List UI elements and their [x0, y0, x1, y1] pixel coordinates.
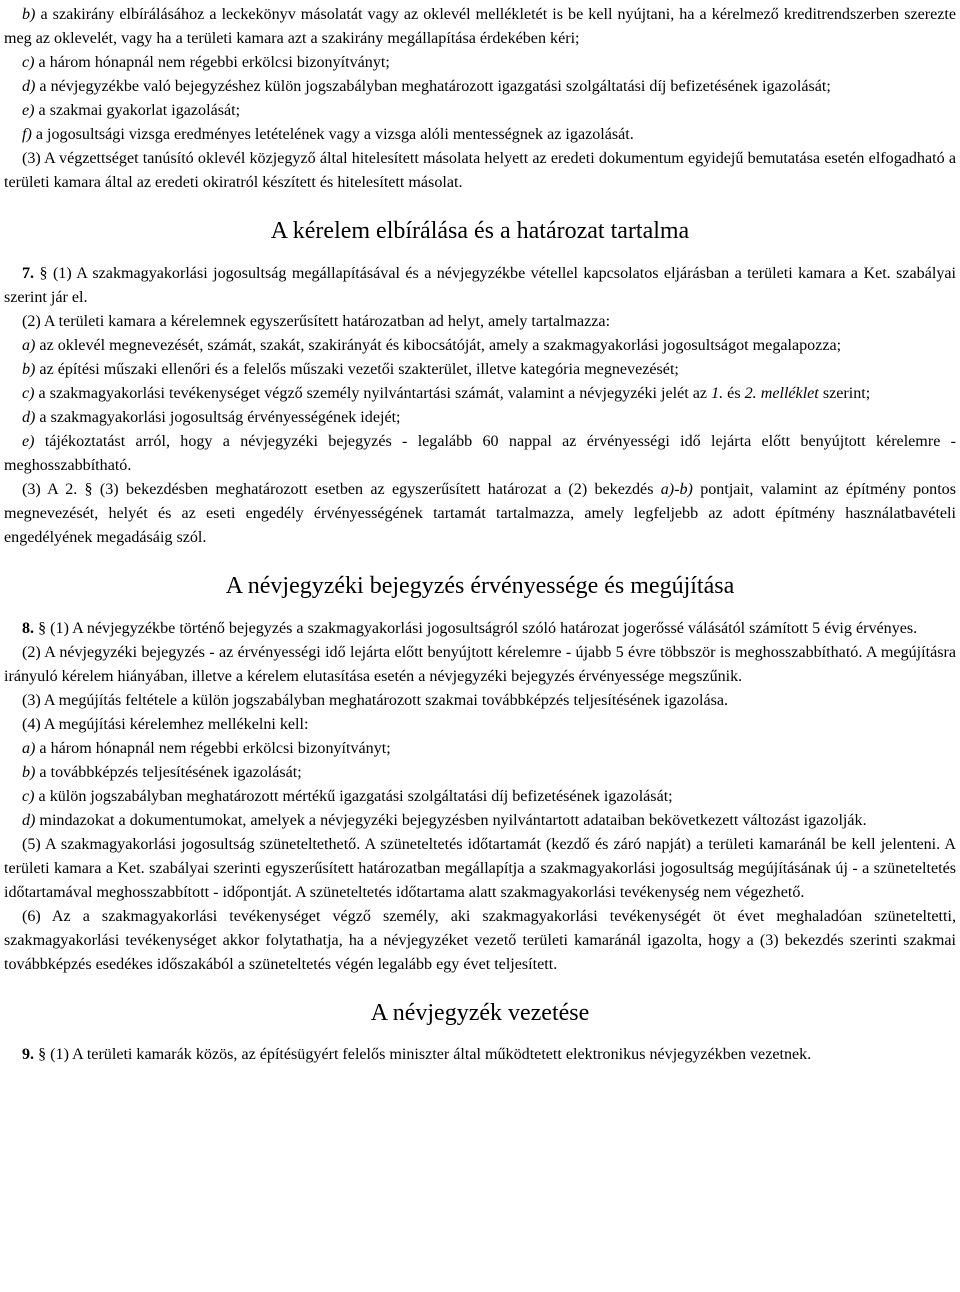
item-f-vizsga: f) a jogosultsági vizsga eredményes letételének vagy a vizsga alóli mentességnek az igazolását.	[22, 126, 634, 143]
item-c-dij: c) a külön jogszabályban meghatározott mértékű igazgatási szolgáltatási díj befizetésének igazolását;	[22, 788, 673, 805]
points-ab-reference[interactable]: a)-b)	[660, 481, 693, 498]
item-e-gyakorlat: e) a szakmai gyakorlat igazolását;	[22, 102, 241, 119]
section-heading-ervenyesseg: A névjegyzéki bejegyzés érvényessége és megújítása	[225, 573, 735, 599]
section-8-paragraph-2: (2) A névjegyzéki bejegyzés - az érvényességi idő lejárta előtt benyújtott kérelemre - újabb 5 évre többször is meghosszabbítható. A megújításra irányuló kérelem hiányában, illetve a kérelem elutasítása esetén a névjegyzéki bejegyzés érvényessége megszűnik.	[4, 644, 956, 685]
item-c-erkolcsi: c) a három hónapnál nem régebbi erkölcsi bizonyítványt;	[22, 54, 390, 71]
item-c-nyilvantartasi: c) a szakmagyakorlási tevékenységet végző személy nyilvántartási számát, valamint a névjegyzéki jelét az 1. és 2. melléklet szerint;	[22, 385, 871, 402]
section-8-paragraph-1: 8. § (1) A névjegyzékbe történő bejegyzés a szakmagyakorlási jogosultságról szóló határozat jogerőssé válásától számított 5 évig érvényes.	[22, 620, 918, 637]
section-7-paragraph-1: 7. § (1) A szakmagyakorlási jogosultság megállapításával és a névjegyzékbe vétellel kapcsolatos eljárásban a területi kamara a Ket. szabályai szerint jár el.	[4, 265, 956, 306]
section-8-paragraph-6: (6) Az a szakmagyakorlási tevékenységet végző személy, aki szakmagyakorlási tevékenységét öt évet meghaladóan szüneteltetti, szakmagyakorlási tevékenységet akkor folytathatja, ha a névjegyzéket vezető területi kamaránál igazolta, hogy a (3) bekezdés szerinti szakmai továbbképzés esedékes időszakából a szüneteltetés végén legalább egy évet teljesített.	[4, 908, 956, 973]
section-8-paragraph-4: (4) A megújítási kérelemhez mellékelni kell:	[22, 716, 309, 733]
item-b-tovabbkepzes: b) a továbbképzés teljesítésének igazolását;	[22, 764, 302, 781]
section-7-paragraph-3: (3) A 2. § (3) bekezdésben meghatározott esetben az egyszerűsített határozat a (2) bekezdés a)-b) pontjait, valamint az építmény pontos megnevezését, helyét és az eseti engedély érvényességének tartamát tartalmazza, amely legfeljebb az adott építmény használatbavételi engedélyének megadásáig szól.	[4, 481, 956, 546]
section-7-paragraph-2: (2) A területi kamara a kérelemnek egyszerűsített határozatban ad helyt, amely tartalmazza:	[22, 313, 611, 330]
paragraph-3-masolat: (3) A végzettséget tanúsító oklevél közjegyző által hitelesített másolata helyett az eredeti dokumentum egyidejű bemutatása esetén elfogadható a területi kamara által az eredeti okiratról készített és hitelesített másolat.	[4, 150, 956, 191]
item-b-szakirany: b) a szakirány elbírálásához a leckekönyv másolatát vagy az oklevél mellékletét is be kell nyújtani, ha a kérelmező kreditrendszerben szerezte meg az oklevelét, vagy ha a területi kamara azt a szakirány megállapítása érdekében kéri;	[4, 6, 956, 47]
item-d-dij: d) a névjegyzékbe való bejegyzéshez külön jogszabályban meghatározott igazgatási szolgáltatási díj befizetésének igazolását;	[22, 78, 831, 95]
section-8-paragraph-3: (3) A megújítás feltétele a külön jogszabályban meghatározott szakmai továbbképzés teljesítésének igazolása.	[22, 692, 729, 709]
item-d-dokumentumok: d) mindazokat a dokumentumokat, amelyek a névjegyzéki bejegyzésben nyilvántartott adataiban bekövetkezett változást igazolják.	[22, 812, 867, 829]
annex-1-link[interactable]: 1.	[711, 385, 724, 402]
item-b-szakterulet: b) az építési műszaki ellenőri és a felelős műszaki vezetői szakterület, illetve kategória megnevezését;	[22, 361, 679, 378]
item-d-ervenyesseg: d) a szakmagyakorlási jogosultság érvényességének idejét;	[22, 409, 401, 426]
item-a-erkolcsi: a) a három hónapnál nem régebbi erkölcsi bizonyítványt;	[22, 740, 391, 757]
item-e-tajekoztatas: e) tájékoztatást arról, hogy a névjegyzéki bejegyzés - legalább 60 nappal az érvényességi idő lejárta előtt benyújtott kérelemre - meghosszabbítható.	[4, 433, 956, 474]
annex-2-link[interactable]: 2. melléklet	[744, 385, 819, 402]
section-heading-nevjegyzek: A névjegyzék vezetése	[370, 1000, 590, 1026]
section-9-paragraph-1: 9. § (1) A területi kamarák közös, az építésügyért felelős miniszter által működtetett elektronikus névjegyzékben vezetnek.	[22, 1046, 812, 1063]
item-a-oklevel: a) az oklevél megnevezését, számát, szakát, szakirányát és kibocsátóját, amely a szakmagyakorlási jogosultságot megalapozza;	[22, 337, 842, 354]
section-heading-kerelem: A kérelem elbírálása és a határozat tartalma	[270, 218, 690, 244]
section-8-paragraph-5: (5) A szakmagyakorlási jogosultság szüneteltethető. A szüneteltetés időtartamát (kezdő és záró napját) a területi kamaránál be kell jelenteni. A területi kamara a Ket. szabályai szerinti egyszerűsített határozatban megállapítja a szakmagyakorlási jogosultság megújításának új - a szüneteltetés időtartamával meghosszabbított - időpontját. A szüneteltetés időtartama alatt szakmagyakorlási tevékenység nem végezhető.	[4, 836, 956, 901]
